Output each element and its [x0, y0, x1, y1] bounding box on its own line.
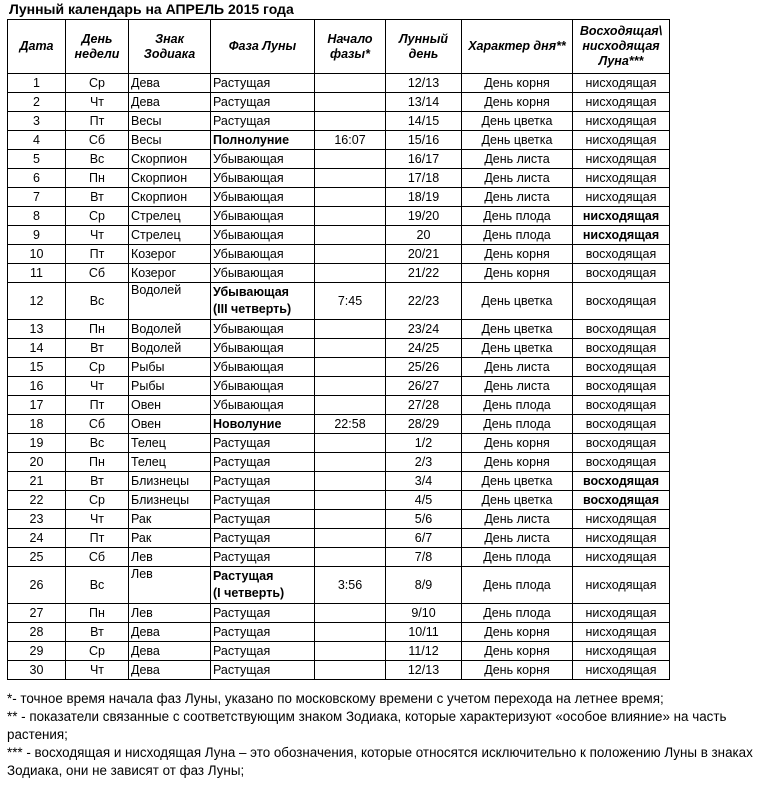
zodiac-sign-cell: Телец — [129, 453, 211, 472]
day-type-cell: День листа — [462, 188, 573, 207]
phase-start-cell: 3:56 — [315, 567, 386, 604]
date-cell: 29 — [8, 642, 66, 661]
date-cell: 18 — [8, 415, 66, 434]
ascending-descending-cell: нисходящая — [573, 661, 670, 680]
date-cell: 1 — [8, 74, 66, 93]
lunar-day-cell: 16/17 — [386, 150, 462, 169]
zodiac-sign-cell: Дева — [129, 642, 211, 661]
day-type-cell: День плода — [462, 226, 573, 245]
day-type-cell: День листа — [462, 510, 573, 529]
day-type-cell: День плода — [462, 207, 573, 226]
phase-start-cell — [315, 339, 386, 358]
weekday-cell: Чт — [66, 226, 129, 245]
lunar-day-cell: 2/3 — [386, 453, 462, 472]
phase-start-cell — [315, 529, 386, 548]
day-type-cell: День плода — [462, 396, 573, 415]
weekday-cell: Вс — [66, 150, 129, 169]
weekday-cell: Сб — [66, 131, 129, 150]
phase-start-cell: 7:45 — [315, 283, 386, 320]
moon-phase-cell: Растущая — [211, 453, 315, 472]
table-row — [8, 112, 670, 131]
zodiac-sign-cell: Телец — [129, 434, 211, 453]
weekday-cell: Вт — [66, 623, 129, 642]
zodiac-sign-cell: Близнецы — [129, 472, 211, 491]
lunar-day-cell: 1/2 — [386, 434, 462, 453]
lunar-day-cell: 9/10 — [386, 604, 462, 623]
weekday-cell: Чт — [66, 661, 129, 680]
weekday-cell: Пт — [66, 529, 129, 548]
day-type-cell: День цветка — [462, 491, 573, 510]
moon-phase-cell: Убывающая — [211, 320, 315, 339]
day-type-cell: День листа — [462, 529, 573, 548]
phase-start-cell — [315, 74, 386, 93]
column-header: Фаза Луны — [211, 20, 315, 74]
day-type-cell: День листа — [462, 358, 573, 377]
date-cell: 23 — [8, 510, 66, 529]
phase-start-cell — [315, 510, 386, 529]
table-row — [8, 320, 670, 339]
ascending-descending-cell: восходящая — [573, 472, 670, 491]
date-cell: 2 — [8, 93, 66, 112]
ascending-descending-cell: нисходящая — [573, 150, 670, 169]
table-row — [8, 548, 670, 567]
lunar-day-cell: 15/16 — [386, 131, 462, 150]
moon-phase-text: Убывающая — [213, 285, 289, 299]
date-cell: 30 — [8, 661, 66, 680]
ascending-descending-cell: нисходящая — [573, 226, 670, 245]
phase-start-cell: 22:58 — [315, 415, 386, 434]
date-cell: 27 — [8, 604, 66, 623]
date-cell: 12 — [8, 283, 66, 320]
footnote-line: растения; — [7, 727, 68, 742]
phase-start-cell — [315, 434, 386, 453]
zodiac-sign-cell: Скорпион — [129, 169, 211, 188]
date-cell: 21 — [8, 472, 66, 491]
page-title: Лунный календарь на АПРЕЛЬ 2015 года — [9, 1, 294, 17]
weekday-cell: Ср — [66, 491, 129, 510]
day-type-cell: День корня — [462, 74, 573, 93]
date-cell: 3 — [8, 112, 66, 131]
lunar-day-cell: 4/5 — [386, 491, 462, 510]
phase-start-cell — [315, 264, 386, 283]
lunar-day-cell: 11/12 — [386, 642, 462, 661]
phase-start-cell — [315, 604, 386, 623]
zodiac-sign-cell: Лев — [129, 604, 211, 623]
weekday-cell: Пн — [66, 604, 129, 623]
lunar-day-cell: 12/13 — [386, 661, 462, 680]
lunar-day-cell: 8/9 — [386, 567, 462, 604]
lunar-day-cell: 3/4 — [386, 472, 462, 491]
table-row — [8, 529, 670, 548]
zodiac-sign-cell: Водолей — [129, 339, 211, 358]
column-header: Начало фазы* — [315, 20, 386, 74]
weekday-cell: Чт — [66, 377, 129, 396]
ascending-descending-cell: восходящая — [573, 415, 670, 434]
weekday-cell: Сб — [66, 415, 129, 434]
lunar-day-cell: 19/20 — [386, 207, 462, 226]
date-cell: 28 — [8, 623, 66, 642]
moon-phase-quarter: (III четверть) — [213, 302, 292, 316]
ascending-descending-cell: нисходящая — [573, 510, 670, 529]
phase-start-cell — [315, 245, 386, 264]
weekday-cell: Ср — [66, 642, 129, 661]
lunar-calendar-table — [7, 19, 670, 680]
column-header: Лунный день — [386, 20, 462, 74]
weekday-cell: Пт — [66, 396, 129, 415]
lunar-day-cell: 27/28 — [386, 396, 462, 415]
phase-start-cell — [315, 169, 386, 188]
day-type-cell: День цветка — [462, 283, 573, 320]
date-cell: 7 — [8, 188, 66, 207]
zodiac-sign-cell: Дева — [129, 74, 211, 93]
ascending-descending-cell: нисходящая — [573, 112, 670, 131]
day-type-cell: День цветка — [462, 320, 573, 339]
moon-phase-cell: Убывающая — [211, 226, 315, 245]
table-row — [8, 642, 670, 661]
ascending-descending-cell: нисходящая — [573, 548, 670, 567]
date-cell: 10 — [8, 245, 66, 264]
phase-start-cell — [315, 207, 386, 226]
table-row — [8, 491, 670, 510]
table-row — [8, 604, 670, 623]
date-cell: 26 — [8, 567, 66, 604]
day-type-cell: День плода — [462, 604, 573, 623]
ascending-descending-cell: нисходящая — [573, 131, 670, 150]
lunar-day-cell: 23/24 — [386, 320, 462, 339]
moon-phase-cell: Растущая — [211, 491, 315, 510]
ascending-descending-cell: восходящая — [573, 396, 670, 415]
weekday-cell: Вс — [66, 434, 129, 453]
date-cell: 9 — [8, 226, 66, 245]
footnote-line: *- точное время начала фаз Луны, указано по московскому времени с учетом перехода на летнее время; — [7, 691, 664, 706]
day-type-cell: День листа — [462, 377, 573, 396]
table-row — [8, 472, 670, 491]
moon-phase-cell: Растущая — [211, 529, 315, 548]
weekday-cell: Ср — [66, 74, 129, 93]
footnotes — [7, 690, 779, 780]
moon-phase-cell — [211, 567, 315, 604]
column-header: Дата — [8, 20, 66, 74]
lunar-day-cell: 22/23 — [386, 283, 462, 320]
weekday-cell: Вс — [66, 567, 129, 604]
lunar-day-cell: 10/11 — [386, 623, 462, 642]
lunar-day-cell: 28/29 — [386, 415, 462, 434]
column-header: Восходящая\ нисходящая Луна*** — [573, 20, 670, 74]
moon-phase-cell: Растущая — [211, 661, 315, 680]
phase-start-cell — [315, 226, 386, 245]
date-cell: 24 — [8, 529, 66, 548]
day-type-cell: День корня — [462, 264, 573, 283]
zodiac-sign-cell: Близнецы — [129, 491, 211, 510]
lunar-day-cell: 20 — [386, 226, 462, 245]
zodiac-sign-cell: Скорпион — [129, 188, 211, 207]
lunar-day-cell: 7/8 — [386, 548, 462, 567]
ascending-descending-cell: нисходящая — [573, 74, 670, 93]
lunar-day-cell: 14/15 — [386, 112, 462, 131]
weekday-cell: Вт — [66, 472, 129, 491]
zodiac-sign-cell: Дева — [129, 623, 211, 642]
table-row — [8, 169, 670, 188]
date-cell: 15 — [8, 358, 66, 377]
lunar-day-cell: 17/18 — [386, 169, 462, 188]
moon-phase-cell: Убывающая — [211, 245, 315, 264]
phase-start-cell — [315, 112, 386, 131]
moon-phase-cell: Убывающая — [211, 207, 315, 226]
moon-phase-cell: Растущая — [211, 548, 315, 567]
day-type-cell: День корня — [462, 661, 573, 680]
ascending-descending-cell: нисходящая — [573, 623, 670, 642]
date-cell: 17 — [8, 396, 66, 415]
phase-start-cell — [315, 396, 386, 415]
date-cell: 14 — [8, 339, 66, 358]
ascending-descending-cell: восходящая — [573, 264, 670, 283]
date-cell: 13 — [8, 320, 66, 339]
ascending-descending-cell: нисходящая — [573, 604, 670, 623]
table-row — [8, 93, 670, 112]
day-type-cell: День цветка — [462, 131, 573, 150]
date-cell: 6 — [8, 169, 66, 188]
ascending-descending-cell: восходящая — [573, 320, 670, 339]
weekday-cell: Ср — [66, 207, 129, 226]
ascending-descending-cell: нисходящая — [573, 169, 670, 188]
table-row — [8, 245, 670, 264]
moon-phase-cell: Убывающая — [211, 188, 315, 207]
lunar-day-cell: 25/26 — [386, 358, 462, 377]
ascending-descending-cell: восходящая — [573, 339, 670, 358]
lunar-day-cell: 5/6 — [386, 510, 462, 529]
phase-start-cell — [315, 472, 386, 491]
column-header: День недели — [66, 20, 129, 74]
weekday-cell: Вт — [66, 339, 129, 358]
lunar-day-cell: 20/21 — [386, 245, 462, 264]
date-cell: 4 — [8, 131, 66, 150]
moon-phase-cell — [211, 283, 315, 320]
zodiac-sign-cell: Скорпион — [129, 150, 211, 169]
phase-start-cell — [315, 453, 386, 472]
weekday-cell: Ср — [66, 358, 129, 377]
moon-phase-cell: Убывающая — [211, 377, 315, 396]
ascending-descending-cell: нисходящая — [573, 567, 670, 604]
moon-phase-cell: Растущая — [211, 642, 315, 661]
table-row — [8, 661, 670, 680]
table-row — [8, 207, 670, 226]
ascending-descending-cell: нисходящая — [573, 207, 670, 226]
moon-phase-cell: Новолуние — [211, 415, 315, 434]
lunar-day-cell: 21/22 — [386, 264, 462, 283]
ascending-descending-cell: восходящая — [573, 434, 670, 453]
lunar-day-cell: 18/19 — [386, 188, 462, 207]
zodiac-sign-cell: Овен — [129, 396, 211, 415]
zodiac-sign-cell: Весы — [129, 112, 211, 131]
day-type-cell: День плода — [462, 548, 573, 567]
zodiac-sign-cell: Рак — [129, 529, 211, 548]
zodiac-sign-cell: Водолей — [129, 283, 211, 320]
date-cell: 22 — [8, 491, 66, 510]
table-row — [8, 396, 670, 415]
phase-start-cell — [315, 358, 386, 377]
day-type-cell: День корня — [462, 453, 573, 472]
ascending-descending-cell: восходящая — [573, 453, 670, 472]
moon-phase-cell: Убывающая — [211, 264, 315, 283]
ascending-descending-cell: восходящая — [573, 377, 670, 396]
day-type-cell: День цветка — [462, 472, 573, 491]
table-row — [8, 226, 670, 245]
phase-start-cell — [315, 150, 386, 169]
day-type-cell: День листа — [462, 169, 573, 188]
lunar-day-cell: 12/13 — [386, 74, 462, 93]
footnote-line: *** - восходящая и нисходящая Луна – это обозначения, которые относятся исключительно к положению Луны в знаках — [7, 745, 753, 760]
phase-start-cell — [315, 623, 386, 642]
ascending-descending-cell: нисходящая — [573, 642, 670, 661]
moon-phase-text: Растущая — [213, 569, 274, 583]
weekday-cell: Чт — [66, 510, 129, 529]
weekday-cell: Пн — [66, 453, 129, 472]
zodiac-sign-cell: Рыбы — [129, 377, 211, 396]
moon-phase-cell: Растущая — [211, 623, 315, 642]
table-row — [8, 434, 670, 453]
lunar-day-cell: 6/7 — [386, 529, 462, 548]
weekday-cell: Пт — [66, 112, 129, 131]
table-row — [8, 339, 670, 358]
lunar-day-cell: 26/27 — [386, 377, 462, 396]
zodiac-sign-cell: Козерог — [129, 245, 211, 264]
phase-start-cell — [315, 548, 386, 567]
moon-phase-cell: Убывающая — [211, 358, 315, 377]
date-cell: 5 — [8, 150, 66, 169]
moon-phase-cell: Растущая — [211, 434, 315, 453]
day-type-cell: День корня — [462, 623, 573, 642]
table-row — [8, 358, 670, 377]
ascending-descending-cell: восходящая — [573, 491, 670, 510]
table-row — [8, 150, 670, 169]
day-type-cell: День корня — [462, 434, 573, 453]
table-row — [8, 188, 670, 207]
date-cell: 20 — [8, 453, 66, 472]
moon-phase-cell: Растущая — [211, 472, 315, 491]
zodiac-sign-cell: Овен — [129, 415, 211, 434]
date-cell: 25 — [8, 548, 66, 567]
ascending-descending-cell: восходящая — [573, 283, 670, 320]
phase-start-cell — [315, 188, 386, 207]
zodiac-sign-cell: Козерог — [129, 264, 211, 283]
moon-phase-cell: Растущая — [211, 93, 315, 112]
moon-phase-cell: Убывающая — [211, 150, 315, 169]
weekday-cell: Пн — [66, 320, 129, 339]
phase-start-cell — [315, 642, 386, 661]
phase-start-cell — [315, 377, 386, 396]
day-type-cell: День корня — [462, 93, 573, 112]
zodiac-sign-cell: Дева — [129, 661, 211, 680]
date-cell: 11 — [8, 264, 66, 283]
zodiac-sign-cell: Стрелец — [129, 226, 211, 245]
ascending-descending-cell: нисходящая — [573, 529, 670, 548]
ascending-descending-cell: нисходящая — [573, 93, 670, 112]
phase-start-cell — [315, 320, 386, 339]
zodiac-sign-cell: Лев — [129, 567, 211, 604]
phase-start-cell — [315, 93, 386, 112]
date-cell: 16 — [8, 377, 66, 396]
moon-phase-quarter: (I четверть) — [213, 586, 285, 600]
ascending-descending-cell: восходящая — [573, 245, 670, 264]
weekday-cell: Пн — [66, 169, 129, 188]
table-row — [8, 283, 670, 320]
moon-phase-cell: Растущая — [211, 604, 315, 623]
day-type-cell: День цветка — [462, 112, 573, 131]
weekday-cell: Пт — [66, 245, 129, 264]
weekday-cell: Чт — [66, 93, 129, 112]
moon-phase-cell: Убывающая — [211, 339, 315, 358]
zodiac-sign-cell: Лев — [129, 548, 211, 567]
moon-phase-cell: Растущая — [211, 74, 315, 93]
weekday-cell: Вт — [66, 188, 129, 207]
column-header: Знак Зодиака — [129, 20, 211, 74]
day-type-cell: День плода — [462, 415, 573, 434]
day-type-cell: День плода — [462, 567, 573, 604]
moon-phase-cell: Убывающая — [211, 396, 315, 415]
footnote-line: ** - показатели связанные с соответствующим знаком Зодиака, которые характеризуют «особое влияние» на часть — [7, 709, 727, 724]
column-header: Характер дня** — [462, 20, 573, 74]
table-row — [8, 453, 670, 472]
table-body — [8, 74, 670, 680]
weekday-cell: Сб — [66, 548, 129, 567]
table-row — [8, 510, 670, 529]
zodiac-sign-cell: Рак — [129, 510, 211, 529]
footnote-line: Зодиака, они не зависят от фаз Луны; — [7, 763, 245, 778]
lunar-day-cell: 13/14 — [386, 93, 462, 112]
table-header-row — [8, 20, 670, 74]
weekday-cell: Вс — [66, 283, 129, 320]
zodiac-sign-cell: Водолей — [129, 320, 211, 339]
day-type-cell: День корня — [462, 642, 573, 661]
ascending-descending-cell: восходящая — [573, 358, 670, 377]
table-row — [8, 264, 670, 283]
zodiac-sign-cell: Стрелец — [129, 207, 211, 226]
phase-start-cell — [315, 661, 386, 680]
lunar-day-cell: 24/25 — [386, 339, 462, 358]
zodiac-sign-cell: Рыбы — [129, 358, 211, 377]
moon-phase-cell: Растущая — [211, 510, 315, 529]
zodiac-sign-cell: Дева — [129, 93, 211, 112]
moon-phase-cell: Полнолуние — [211, 131, 315, 150]
ascending-descending-cell: нисходящая — [573, 188, 670, 207]
table-row — [8, 567, 670, 604]
day-type-cell: День корня — [462, 245, 573, 264]
phase-start-cell — [315, 491, 386, 510]
table-row — [8, 623, 670, 642]
table-row — [8, 74, 670, 93]
phase-start-cell: 16:07 — [315, 131, 386, 150]
day-type-cell: День листа — [462, 150, 573, 169]
day-type-cell: День цветка — [462, 339, 573, 358]
table-row — [8, 377, 670, 396]
moon-phase-cell: Убывающая — [211, 169, 315, 188]
table-row — [8, 415, 670, 434]
zodiac-sign-cell: Весы — [129, 131, 211, 150]
date-cell: 19 — [8, 434, 66, 453]
weekday-cell: Сб — [66, 264, 129, 283]
table-row — [8, 131, 670, 150]
date-cell: 8 — [8, 207, 66, 226]
moon-phase-cell: Растущая — [211, 112, 315, 131]
